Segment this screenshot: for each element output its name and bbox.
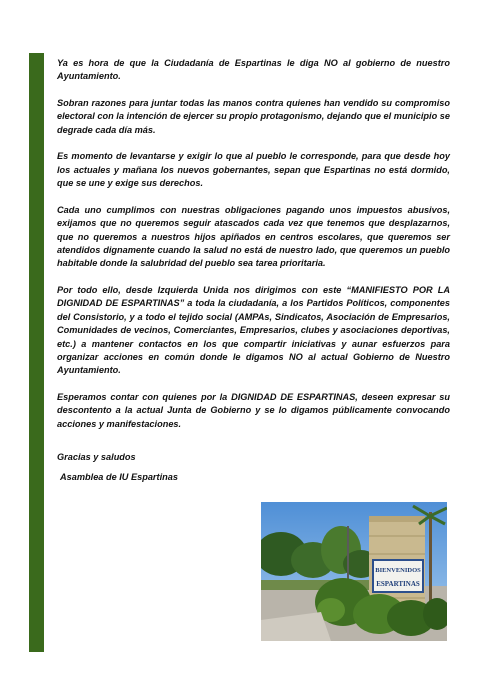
- welcome-sign-photo: [261, 502, 447, 641]
- sign-line-2: ESPARTINAS: [376, 580, 420, 588]
- paragraph-4: Cada uno cumplimos con nuestras obligaciones pagando unos impuestos abusivos, exijamos que no queremos seguir atascados cada vez que tenemos que desplazarnos, que no queremos a nuestros hijos apiñados en centros escolares, que queremos ser atendidos dignamente cuando la salud no está de nuestro lado, que queremos un pueblo habitable donde la salubridad del pueblo sea tarea prioritaria.: [57, 204, 450, 269]
- paragraph-3: Es momento de levantarse y exigir lo que al pueblo le corresponde, para que desde hoy los actuales y mañana los nuevos gobernantes, sepan que Espartinas no está dormido, que se une y exige sus derechos.: [57, 151, 450, 189]
- sign-line-1: BIENVENIDOS: [375, 567, 421, 574]
- paragraph-1: Ya es hora de que la Ciudadanía de Espartinas le diga NO al gobierno de nuestro Ayuntamiento.: [57, 58, 450, 82]
- paragraph-6: Esperamos contar con quienes por la DIGNIDAD DE ESPARTINAS, deseen expresar su descontento a la actual Junta de Gobierno y se lo digamos públicamente convocando acciones y manifestaciones.: [57, 392, 450, 429]
- signature-text: Asamblea de IU Espartinas: [60, 471, 178, 482]
- paragraph-5: Por todo ello, desde Izquierda Unida nos dirigimos con este “MANIFIESTO POR LA DIGNIDAD DE ESPARTINAS” a toda la ciudadanía, a los Partidos Políticos, componentes del Consistorio, y a todo el tejido social (AMPAs, Sindicatos, Asociación de Empresarios, Comunidades de vecinos, Comerciantes, Empresarios, clubes y asociaciones deportivas, etc.) a mantener contactos en los que compartir iniciativas y aunar esfuerzos para organizar acciones en común donde le digamos NO al actual Gobierno de Nuestro Ayuntamiento.: [57, 285, 450, 376]
- closing-text: Gracias y saludos: [57, 452, 136, 463]
- green-accent-bar: [29, 53, 44, 652]
- paragraph-2: Sobran razones para juntar todas las manos contra quienes han vendido su compromiso electoral con la intención de ejercer su propio protagonismo, dejando que el municipio se degrade cada día más.: [57, 98, 450, 135]
- manifesto-body: [57, 57, 450, 484]
